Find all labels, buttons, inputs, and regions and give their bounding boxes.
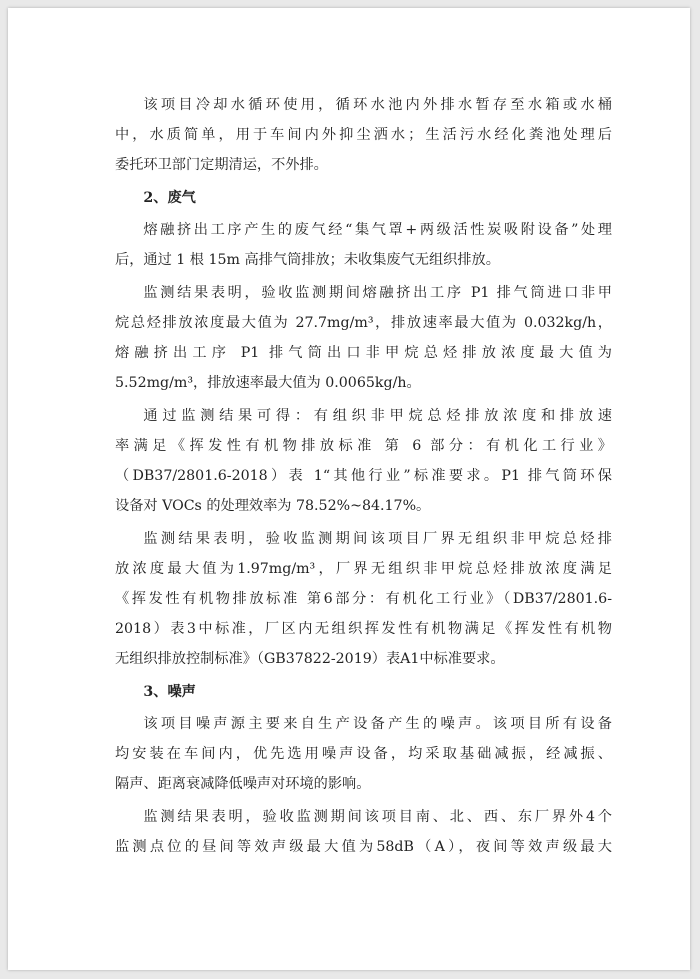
- paragraph-noise-sources: [115, 709, 612, 799]
- document-page: [8, 8, 690, 970]
- text-line: 率满足《挥发性有机物排放标准 第 6 部分：有机化工行业》: [115, 438, 612, 454]
- section-heading-exhaust: 2、废气: [143, 190, 196, 206]
- text-line: 无组织排放控制标准》（GB37822-2019）表A1中标准要求。: [115, 651, 505, 667]
- text-line: 均安装在车间内，优先选用噪声设备，均采取基础减振，经减振、: [115, 746, 612, 762]
- page-content: [115, 90, 612, 865]
- text-line: 后，通过 1 根 15m 高排气筒排放；未收集废气无组织排放。: [115, 252, 500, 268]
- text-line: 《挥发性有机物排放标准 第6部分：有机化工行业》（DB37/2801.6-: [115, 591, 612, 607]
- text-line: 隔声、距离衰减降低噪声对环境的影响。: [115, 776, 371, 792]
- text-line: 烷总烃排放浓度最大值为 27.7mg/m³，排放速率最大值为 0.032kg/h，: [115, 315, 612, 331]
- paragraph-fugitive-emissions: [115, 524, 612, 674]
- text-line: 该项目冷却水循环使用，循环水池内外排水暂存至水箱或水桶: [143, 97, 612, 113]
- text-line: 通过监测结果可得：有组织非甲烷总烃排放浓度和排放速: [143, 408, 612, 424]
- text-line: 2018）表3中标准，厂区内无组织挥发性有机物满足《挥发性有机物: [115, 621, 612, 637]
- paragraph-exhaust-conclusion: [115, 401, 612, 521]
- section-heading-noise: 3、噪声: [143, 684, 196, 700]
- text-line: 放浓度最大值为1.97mg/m³，厂界无组织非甲烷总烃排放浓度满足: [115, 561, 612, 577]
- paragraph-water: [115, 90, 612, 180]
- text-line: 熔融挤出工序 P1 排气筒出口非甲烷总烃排放浓度最大值为: [115, 345, 612, 361]
- text-line: 监测结果表明，验收监测期间该项目南、北、西、东厂界外4个: [143, 809, 612, 825]
- text-line: 监测点位的昼间等效声级最大值为58dB（A），夜间等效声级最大: [115, 839, 612, 855]
- text-line: 5.52mg/m³，排放速率最大值为 0.0065kg/h。: [115, 375, 421, 391]
- text-line: 该项目噪声源主要来自生产设备产生的噪声。该项目所有设备: [143, 716, 612, 732]
- text-line: 熔融挤出工序产生的废气经“集气罩+两级活性炭吸附设备”处理: [143, 222, 612, 238]
- paragraph-noise-monitoring: [115, 802, 612, 862]
- text-line: 监测结果表明，验收监测期间该项目厂界无组织非甲烷总烃排: [143, 531, 612, 547]
- text-line: 中，水质简单，用于车间内外抑尘洒水；生活污水经化粪池处理后: [115, 127, 612, 143]
- text-line: 委托环卫部门定期清运，不外排。: [115, 157, 328, 173]
- paragraph-exhaust-treatment: [115, 215, 612, 275]
- text-line: （DB37/2801.6-2018）表 1“其他行业”标准要求。P1 排气筒环保: [115, 468, 612, 484]
- text-line: 监测结果表明，验收监测期间熔融挤出工序 P1 排气筒进口非甲: [143, 285, 612, 301]
- paragraph-exhaust-monitoring: [115, 278, 612, 398]
- text-line: 设备对 VOCs 的处理效率为 78.52%~84.17%。: [115, 498, 431, 514]
